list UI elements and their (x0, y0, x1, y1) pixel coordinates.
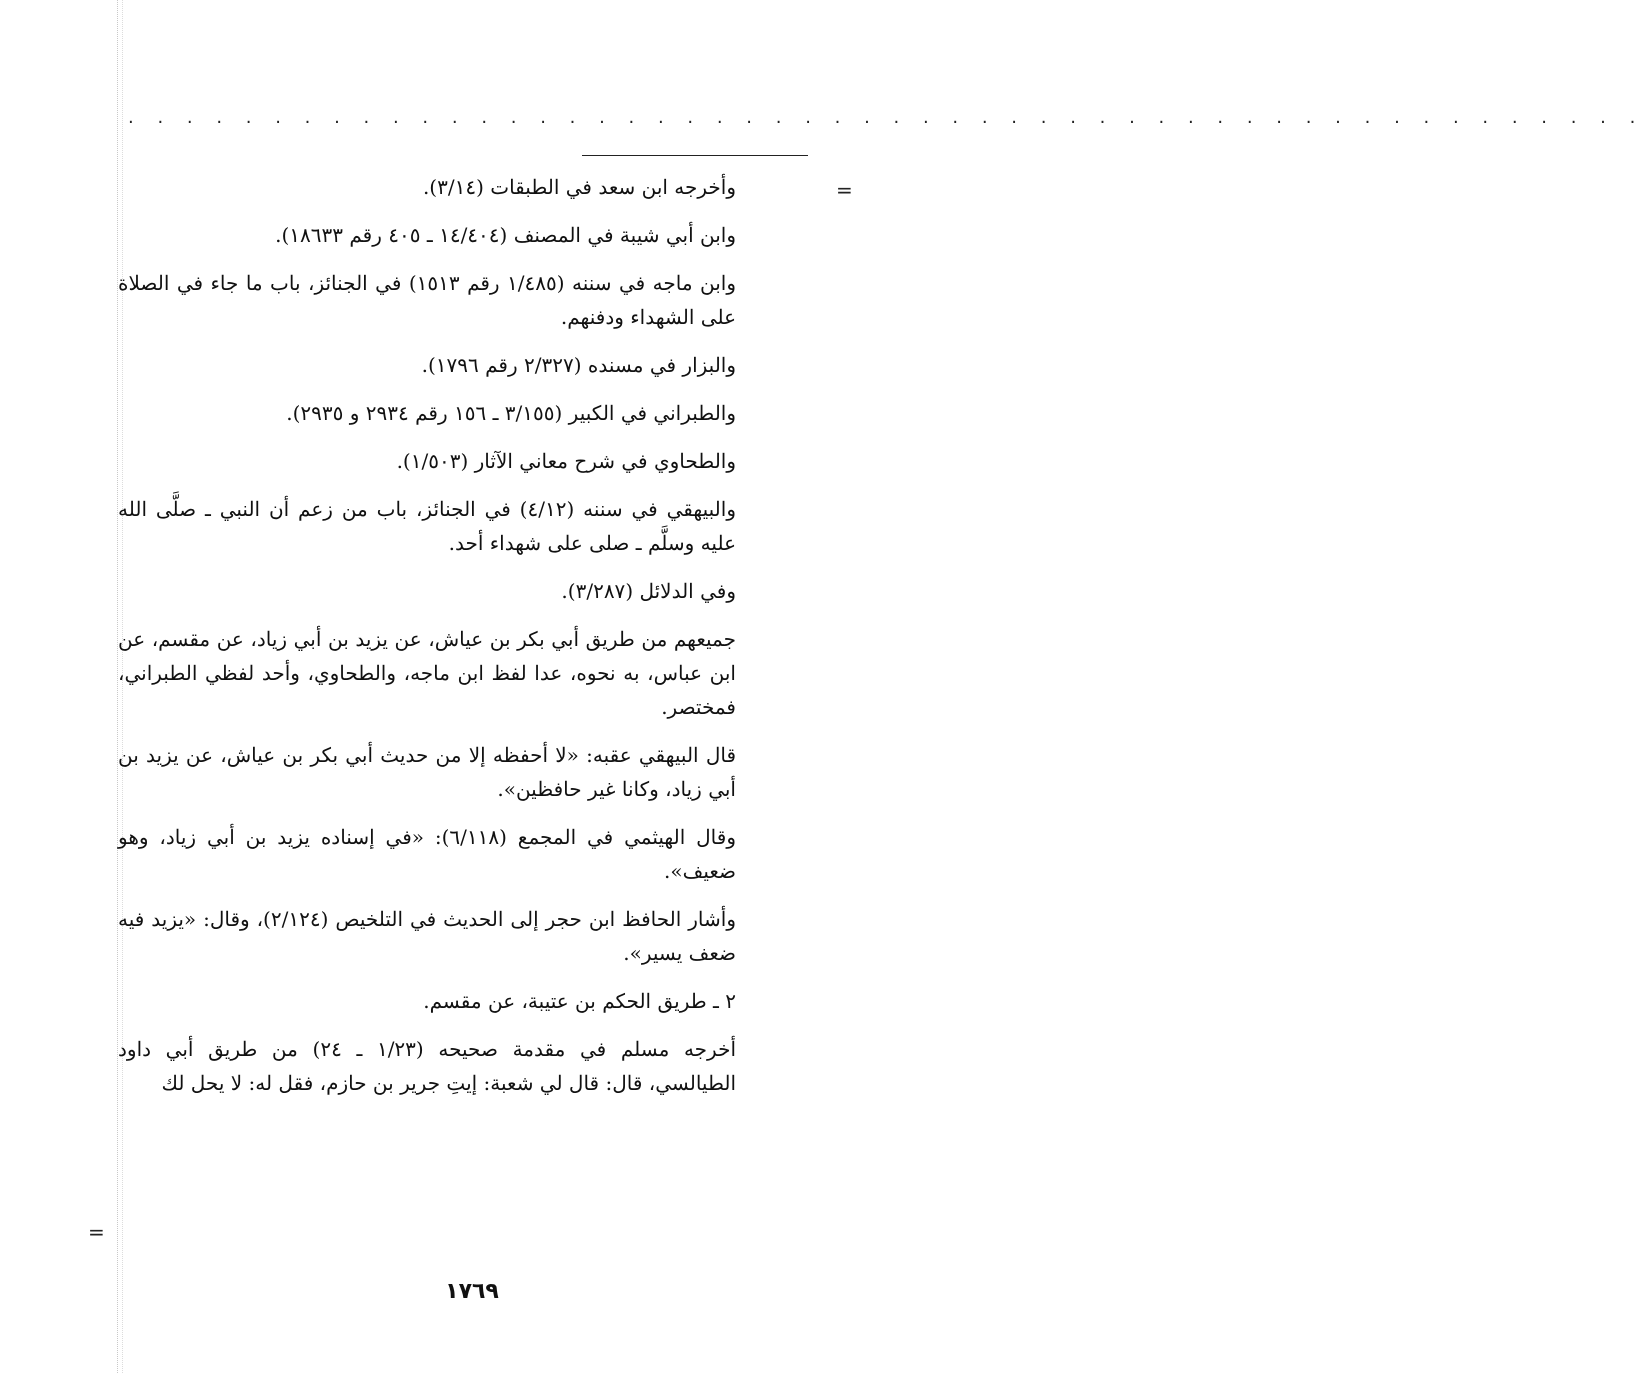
footnote-paragraph: وأشار الحافظ ابن حجر إلى الحديث في التلخيص (٢/١٢٤)، وقال: «يزيد فيه ضعف يسير». (118, 907, 736, 965)
footnote-subheading: ٢ ـ طريق الحكم بن عتيبة، عن مقسم. (423, 989, 736, 1013)
footnote-paragraph: وفي الدلائل (٣/٢٨٧). (561, 579, 736, 603)
footnote-paragraph: والطبراني في الكبير (٣/١٥٥ ـ ١٥٦ رقم ٢٩٣٤ و ٢٩٣٥). (286, 401, 736, 425)
footnote-paragraph: وقال الهيثمي في المجمع (٦/١١٨): «في إسناده يزيد بن أبي زياد، وهو ضعيف». (118, 825, 736, 883)
continuation-mark-top: = (836, 178, 853, 202)
footnote-paragraph: وابن أبي شيبة في المصنف (١٤/٤٠٤ ـ ٤٠٥ رقم ١٨٦٣٣). (275, 223, 736, 247)
footnote-paragraph: والطحاوي في شرح معاني الآثار (١/٥٠٣). (396, 449, 736, 473)
footnote-paragraph: وأخرجه ابن سعد في الطبقات (٣/١٤). (422, 175, 736, 199)
footnote-paragraph: جميعهم من طريق أبي بكر بن عياش، عن يزيد بن أبي زياد، عن مقسم، عن ابن عباس، به نحوه، عدا لفظ ابن ماجه، والطحاوي، وأحد لفظي الطبراني، فمختصر. (118, 627, 736, 719)
footnote-paragraph: والبزار في مسنده (٢/٣٢٧ رقم ١٧٩٦). (421, 353, 736, 377)
footnote-paragraph: وابن ماجه في سننه (١/٤٨٥ رقم ١٥١٣) في الجنائز، باب ما جاء في الصلاة على الشهداء ودفنهم. (118, 271, 737, 329)
dotted-separator: . . . . . . . . . . . . . . . . . . . . . . . . . . . . . . . . . . . . . . . . . . . . . . . . . . . . (128, 107, 1644, 128)
footnote-paragraph: أخرجه مسلم في مقدمة صحيحه (١/٢٣ ـ ٢٤) من طريق أبي داود الطيالسي، قال: قال لي شعبة: إيتِ جرير بن حازم، فقل له: لا يحل لك (118, 1037, 736, 1095)
page-number: ١٧٦٩ (445, 1279, 499, 1304)
footnote-paragraph: قال البيهقي عقبه: «لا أحفظه إلا من حديث أبي بكر بن عياش، عن يزيد بن أبي زياد، وكانا غير حافظين». (118, 743, 736, 801)
continuation-mark-bottom: = (88, 1220, 105, 1244)
footnote-body (118, 170, 736, 1114)
footnote-rule (582, 155, 808, 156)
footnote-paragraph: والبيهقي في سننه (٤/١٢) في الجنائز، باب من زعم أن النبي ـ صلَّى الله عليه وسلَّم ـ صلى على شهداء أحد. (118, 497, 736, 555)
